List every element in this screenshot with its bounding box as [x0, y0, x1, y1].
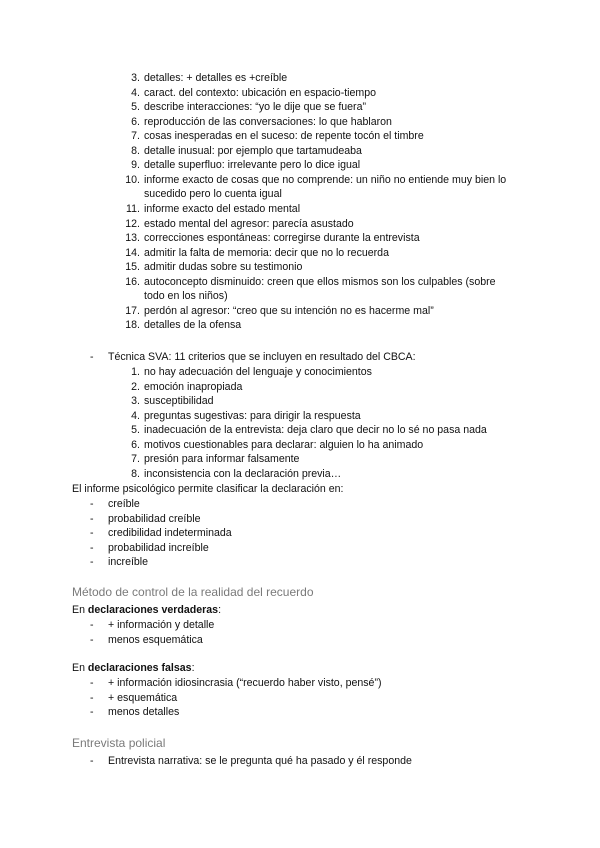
criterion-number: 3. [131, 72, 140, 84]
para-suffix: : [218, 604, 222, 616]
criterion-text: detalle inusual: por ejemplo que tartamudeaba [144, 144, 362, 157]
list-dash: - [90, 527, 94, 540]
informe-item: probabilidad creíble [108, 512, 201, 525]
criterion-number: 15. [125, 261, 140, 274]
sva-intro: Técnica SVA: 11 criterios que se incluyen en resultado del CBCA: [108, 351, 416, 363]
criterion-number: 18. [125, 319, 140, 332]
sva-number: 4. [131, 409, 140, 422]
criterion-text: describe interacciones: “yo le dije que se fuera” [144, 101, 366, 114]
criterion-number: 17. [125, 304, 140, 317]
list-dash: - [90, 498, 94, 510]
sva-text: preguntas sugestivas: para dirigir la respuesta [144, 409, 361, 422]
criterion-number: 7. [131, 130, 140, 143]
list-dash: - [90, 633, 94, 646]
criterion-text: informe exacto de cosas que no comprende: un niño no entiende muy bien lo [144, 173, 507, 186]
criterion-number: 16. [125, 275, 140, 288]
criterion-text: todo en los niños) [144, 290, 228, 303]
sva-number: 8. [131, 467, 140, 480]
criterion-number: 4. [131, 86, 140, 99]
entrevista-item: Entrevista narrativa: se le pregunta qué ha pasado y él responde [108, 755, 412, 767]
criterion-text: detalles: + detalles es +creíble [144, 72, 288, 84]
sva-text: emoción inapropiada [144, 380, 243, 393]
falsas-item: menos detalles [108, 706, 180, 719]
verdaderas-item: menos esquemática [108, 633, 203, 646]
list-dash: - [90, 619, 94, 631]
verdaderas-intro [72, 604, 221, 616]
criterion-number: 8. [131, 144, 140, 157]
list-dash: - [90, 706, 94, 719]
section-heading-metodo: Método de control de la realidad del recuerdo [72, 585, 314, 599]
informe-item: creíble [108, 498, 140, 510]
para-suffix: : [191, 662, 195, 674]
criterion-text: estado mental del agresor: parecía asustado [144, 217, 354, 230]
list-dash: - [90, 351, 94, 363]
section-heading-entrevista: Entrevista policial [72, 736, 166, 750]
informe-item: probabilidad increíble [108, 541, 209, 554]
sva-text: no hay adecuación del lenguaje y conocimientos [144, 366, 372, 378]
criterion-text: reproducción de las conversaciones: lo que hablaron [144, 115, 392, 128]
falsas-item: + información idiosincrasia (“recuerdo haber visto, pensé”) [108, 677, 382, 689]
sva-number: 3. [131, 395, 140, 408]
criterion-number: 9. [131, 159, 140, 172]
para-prefix: En [72, 662, 88, 674]
sva-number: 5. [131, 424, 140, 437]
criterion-number: 12. [125, 217, 140, 230]
criterion-text: informe exacto del estado mental [144, 202, 301, 215]
sva-text: inadecuación de la entrevista: deja claro que decir no lo sé no pasa nada [144, 424, 487, 437]
criterion-text: admitir dudas sobre su testimonio [144, 261, 303, 274]
list-dash: - [90, 512, 94, 525]
criterion-number: 5. [131, 101, 140, 114]
sva-number: 7. [131, 453, 140, 466]
verdaderas-item: + información y detalle [108, 619, 215, 631]
list-dash: - [90, 677, 94, 689]
criterion-text: autoconcepto disminuido: creen que ellos mismos son los culpables (sobre [144, 275, 496, 288]
sva-number: 1. [131, 366, 140, 378]
falsas-item: + esquemática [108, 691, 178, 704]
list-dash: - [90, 755, 94, 767]
falsas-intro [72, 662, 195, 674]
sva-text: presión para informar falsamente [144, 453, 300, 466]
list-dash: - [90, 541, 94, 554]
para-prefix: En [72, 604, 88, 616]
criterion-text: perdón al agresor: “creo que su intención no es hacerme mal” [144, 304, 434, 317]
criterion-number: 6. [131, 115, 140, 128]
para-bold: declaraciones verdaderas [87, 604, 219, 616]
sva-text: susceptibilidad [144, 395, 214, 408]
informe-intro: El informe psicológico permite clasificar la declaración en: [72, 483, 344, 495]
informe-item: increíble [108, 556, 149, 569]
sva-text: inconsistencia con la declaración previa… [144, 467, 342, 480]
list-dash: - [90, 691, 94, 704]
criterion-text: caract. del contexto: ubicación en espacio-tiempo [144, 86, 377, 99]
criterion-text: sucedido pero lo cuenta igual [144, 188, 282, 201]
list-dash: - [90, 556, 94, 569]
criterion-number: 10. [125, 173, 140, 186]
sva-number: 2. [131, 380, 140, 393]
criterion-number: 11. [126, 202, 140, 215]
informe-item: credibilidad indeterminada [108, 527, 232, 540]
criterion-number: 14. [125, 246, 140, 259]
para-bold: declaraciones falsas [87, 662, 192, 674]
criterion-text: detalle superfluo: irrelevante pero lo dice igual [144, 159, 361, 172]
criterion-text: admitir la falta de memoria: decir que no lo recuerda [144, 246, 389, 259]
criterion-number: 13. [125, 232, 140, 245]
sva-number: 6. [131, 438, 140, 451]
criterion-text: correcciones espontáneas: corregirse durante la entrevista [144, 232, 420, 245]
criterion-text: cosas inesperadas en el suceso: de repente tocón el timbre [144, 130, 424, 143]
sva-text: motivos cuestionables para declarar: alguien lo ha animado [144, 438, 424, 451]
criterion-text: detalles de la ofensa [144, 319, 242, 332]
